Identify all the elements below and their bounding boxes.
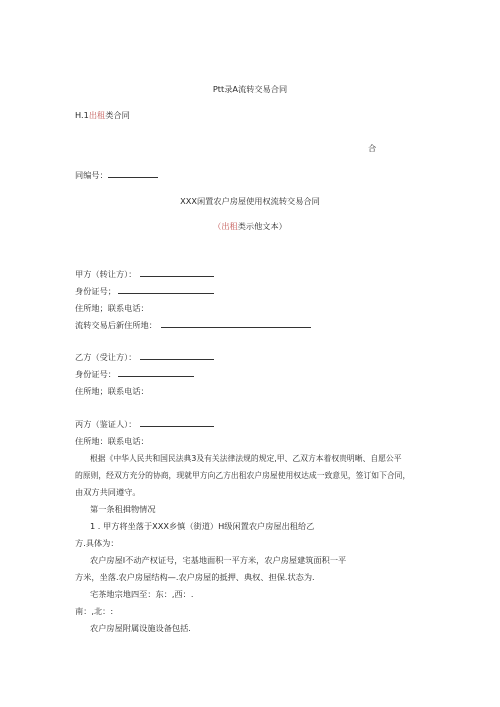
party-c-name-line [75, 419, 214, 430]
party-c-name-blank [140, 419, 214, 427]
boundary-line-1: 宅茶地宗地四至：东：,西：. [90, 589, 194, 599]
contract-category [75, 110, 130, 121]
subtitle-rent-highlight: 出租 [221, 221, 238, 231]
facilities-line: 农户房屋附属设施设备包括. [90, 623, 191, 633]
subtitle-rest: 类示他文本） [237, 221, 287, 231]
category-prefix: H.1 [75, 110, 89, 120]
contract-number-line [75, 170, 158, 181]
party-c-address-line: 住所地：联系电话： [75, 436, 149, 446]
contract-number-blank [108, 170, 158, 178]
party-b-id-line [75, 369, 194, 380]
intro-paragraph-line-1: 根据《中华人民共和国民法典3及有关法律法规的规定,甲、乙双方本着权贵明晰、自愿公平 [90, 454, 402, 463]
party-a-address-line: 住所地；联系电话： [75, 303, 149, 313]
boundary-line-2: 南：,北：: [75, 606, 114, 616]
category-suffix: 类合同 [105, 110, 130, 120]
contract-number-label: 同编号： [75, 170, 108, 180]
party-b-id-blank [118, 369, 194, 377]
party-a-id-label: 身份证号； [75, 286, 116, 296]
clause-1-line-b: 方.具体为： [75, 538, 119, 548]
party-a-name-line [75, 269, 214, 280]
intro-paragraph-line-3: 由双方共同遵守。 [75, 487, 141, 497]
category-rent-highlight: 出租 [88, 110, 106, 120]
party-b-address-line: 住所地；联系电话： [75, 386, 149, 396]
subtitle-open-paren: （ [213, 221, 222, 231]
clause-1-line-a: 1 . 甲方将坐落于XXX乡慎（街道）H级闲置农户房屋出租给乙 [90, 521, 315, 531]
property-cert-line-2: 方米，坐落.农户房屋结构—.农户房屋的抵押、典权、担保.状态为. [75, 572, 315, 582]
party-b-name-line [75, 352, 214, 363]
party-a-name-blank [140, 269, 214, 277]
party-b-name-label: 乙方（受让方）： [75, 352, 137, 362]
header-right-char: 合 [368, 143, 377, 153]
contract-main-title: Ptt录A流转交易合同 [212, 84, 288, 94]
party-c-name-label: 丙方（鉴证人）： [75, 419, 137, 429]
property-cert-line-1: 农户房屋I不动产权证号，宅基地面积一平方米，农户房屋建筑面积一平 [90, 555, 347, 565]
party-b-name-blank [140, 352, 214, 360]
party-a-id-blank [118, 286, 214, 294]
article-1-heading: 第一条租揖物情况 [90, 504, 156, 514]
document-title: XXX闲置农户房屋使用权流转交易合同 [180, 196, 320, 206]
party-a-id-line [75, 286, 214, 297]
party-a-new-address-blank [161, 320, 311, 328]
party-a-new-address-line [75, 320, 311, 331]
document-subtitle [0, 221, 500, 232]
intro-paragraph-line-2: 的原则，经双方充分的协商，现就甲方向乙方出租农户房屋使用权达成一致意见，签订如下合同， [75, 471, 411, 480]
party-a-name-label: 甲方（转让方）： [75, 269, 137, 279]
party-a-new-address-label: 流转交易后新住所地： [75, 320, 157, 330]
party-b-id-label: 身份证号： [75, 369, 116, 379]
